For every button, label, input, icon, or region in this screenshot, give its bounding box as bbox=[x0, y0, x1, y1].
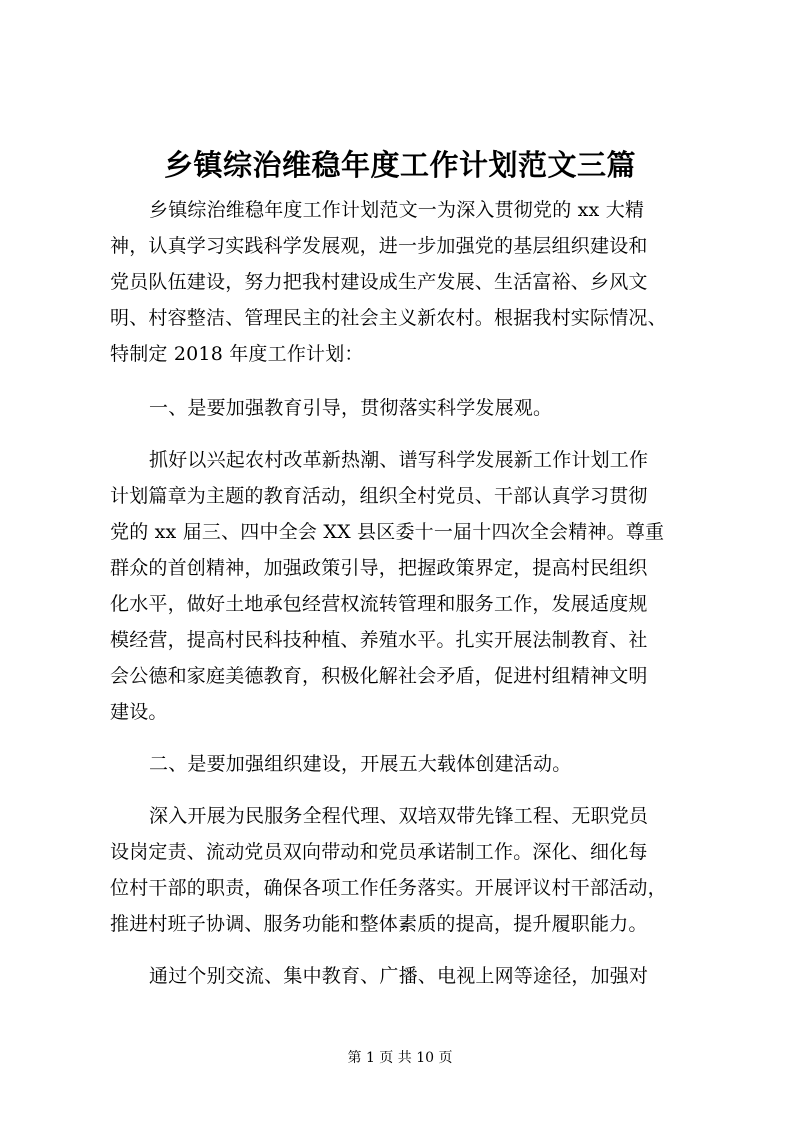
body-line: 计划篇章为主题的教育活动，组织全村党员、干部认真学习贯彻 bbox=[110, 485, 648, 507]
body-line: 模经营，提高村民科技种植、养殖水平。扎实开展法制教育、社 bbox=[110, 629, 648, 651]
body-line: 会公德和家庭美德教育，积极化解社会矛盾，促进村组精神文明 bbox=[110, 665, 648, 687]
document-title: 乡镇综治维稳年度工作计划范文三篇 bbox=[163, 148, 636, 182]
body-line: 明、村容整洁、管理民主的社会主义新农村。根据我村实际情况、 bbox=[110, 307, 667, 329]
section-heading: 一、是要加强教育引导，贯彻落实科学发展观。 bbox=[149, 397, 553, 419]
section-heading: 二、是要加强组织建设，开展五大载体创建活动。 bbox=[149, 753, 572, 775]
body-line: 神，认真学习实践科学发展观，进一步加强党的基层组织建设和 bbox=[110, 235, 648, 257]
body-line: 党员队伍建设，努力把我村建设成生产发展、生活富裕、乡风文 bbox=[110, 271, 648, 293]
body-line: 特制定 2018 年度工作计划： bbox=[110, 343, 364, 365]
page-number-footer: 第 1 页 共 10 页 bbox=[347, 1050, 453, 1066]
body-line: 设岗定责、流动党员双向带动和党员承诺制工作。深化、细化每 bbox=[110, 841, 648, 863]
body-line: 群众的首创精神，加强政策引导，把握政策界定，提高村民组织 bbox=[110, 557, 648, 579]
body-line: 通过个别交流、集中教育、广播、电视上网等途径，加强对 bbox=[149, 965, 649, 987]
body-line: 化水平，做好土地承包经营权流转管理和服务工作，发展适度规 bbox=[110, 593, 648, 615]
body-line: 党的 xx 届三、四中全会 XX 县区委十一届十四次全会精神。尊重 bbox=[110, 521, 665, 543]
body-line: 抓好以兴起农村改革新热潮、谱写科学发展新工作计划工作 bbox=[149, 449, 649, 471]
body-line: 位村干部的职责，确保各项工作任务落实。开展评议村干部活动， bbox=[110, 877, 667, 899]
body-line: 深入开展为民服务全程代理、双培双带先锋工程、无职党员 bbox=[149, 805, 649, 827]
body-line: 乡镇综治维稳年度工作计划范文一为深入贯彻党的 xx 大精 bbox=[149, 199, 645, 221]
body-line: 推进村班子协调、服务功能和整体素质的提高，提升履职能力。 bbox=[110, 913, 648, 935]
body-line: 建设。 bbox=[110, 701, 168, 723]
